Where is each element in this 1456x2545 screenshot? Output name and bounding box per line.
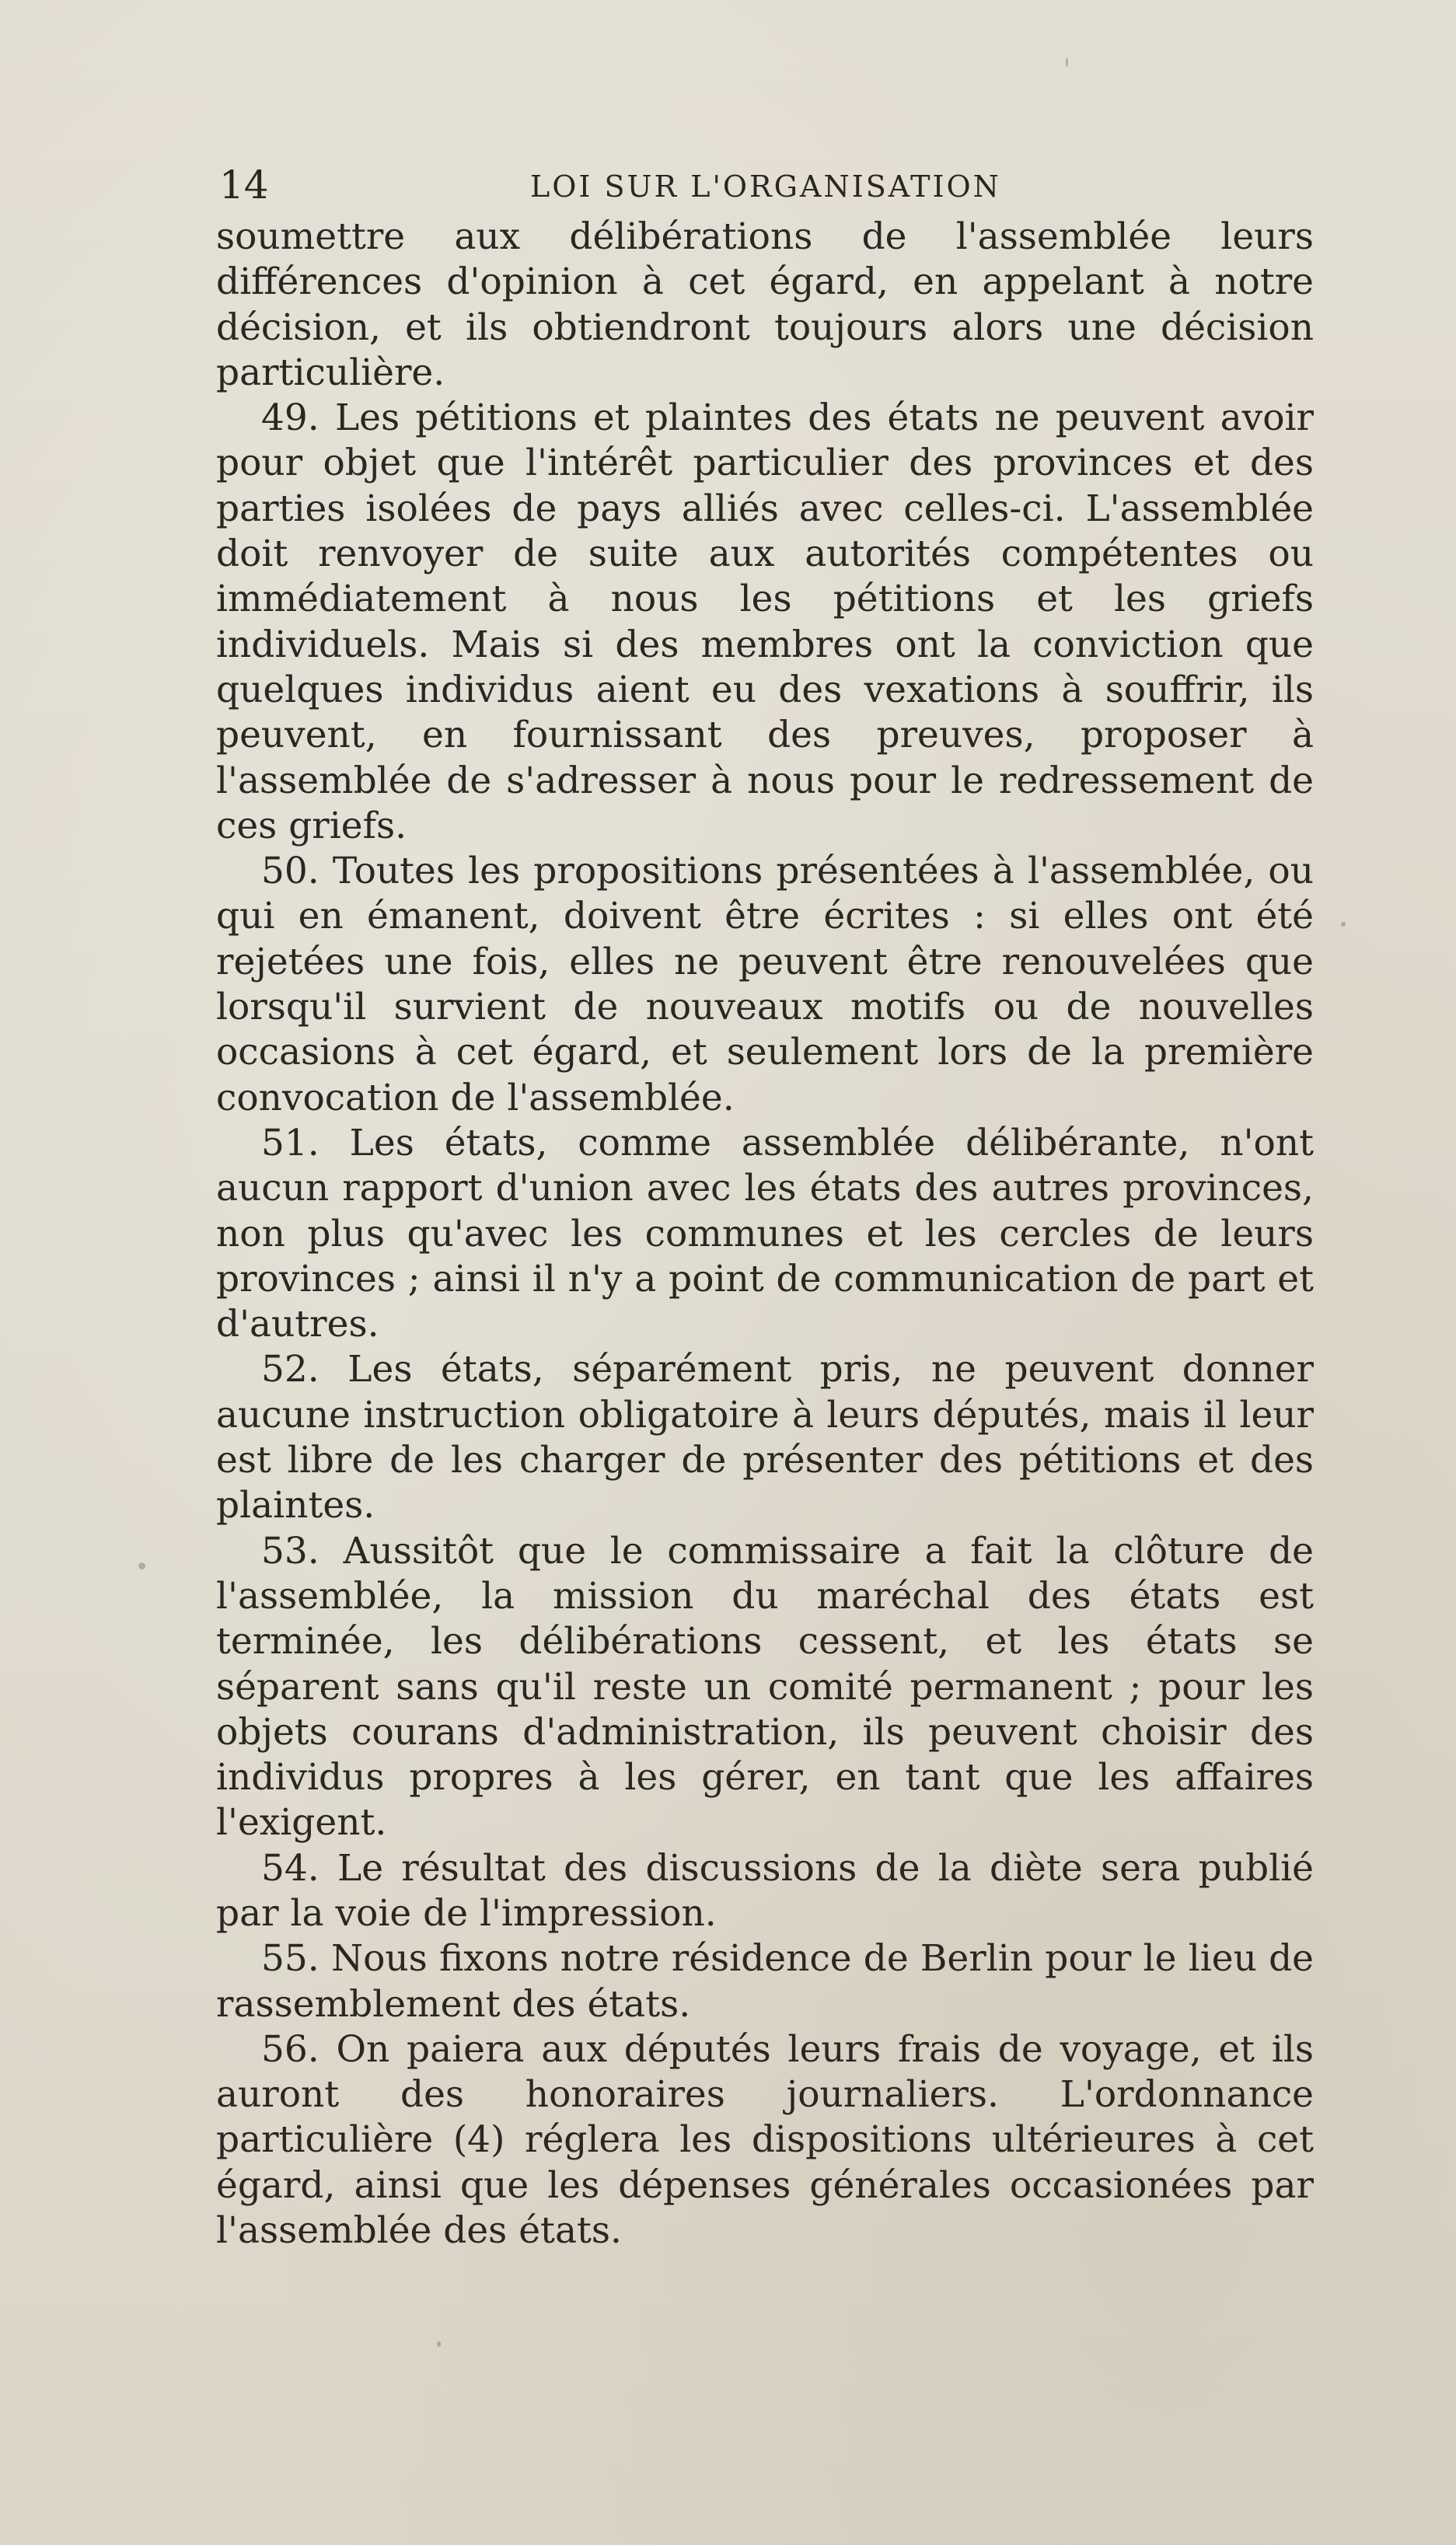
article-50: 50. Toutes les propositions présentées à l'assemblée, ou qui en émanent, doivent être écrites : si elles ont été rejetées une fois, elles ne peuvent être renouvelées que lorsqu'il survient de nouveaux motifs ou de nouvelles occasions à cet égard, et seulement lors de la première convocation de l'assemblée.: [216, 850, 1314, 1119]
running-title: LOI SUR L'ORGANISATION: [530, 169, 1001, 204]
paper-speck: [1066, 58, 1068, 67]
paragraph-continuation: soumettre aux délibérations de l'assemblée leurs différences d'opinion à cet égard, en appelant à notre décision, et ils obtiendront toujours alors une décision particulière.: [216, 215, 1314, 394]
article-49: 49. Les pétitions et plaintes des états ne peuvent avoir pour objet que l'intérêt particulier des provinces et des parties isolées de pays alliés avec celles-ci. L'assemblée doit renvoyer de suite aux autorités compétentes ou immédiatement à nous les pétitions et les griefs individuels. Mais si des membres ont la conviction que quelques individus aient eu des vexations à souffrir, ils peuvent, en fournissant des preuves, proposer à l'assemblée de s'adresser à nous pour le redressement de ces griefs.: [216, 396, 1314, 847]
paper-speck: [437, 2341, 441, 2347]
article-55: 55. Nous fixons notre résidence de Berlin pour le lieu de rassemblement des états.: [216, 1937, 1314, 2026]
page-number: 14: [219, 162, 269, 208]
article-53: 53. Aussitôt que le commissaire a fait la clôture de l'assemblée, la mission du maréchal des états est terminée, les délibérations cessent, et les états se séparent sans qu'il reste un comité permanent ; pour les objets courans d'administration, ils peuvent choisir des individus propres à les gérer, en tant que les affaires l'exigent.: [216, 1529, 1314, 1845]
paper-speck: [1341, 922, 1346, 927]
article-54: 54. Le résultat des discussions de la diète sera publié par la voie de l'impression.: [216, 1846, 1314, 1935]
article-52: 52. Les états, séparément pris, ne peuvent donner aucune instruction obligatoire à leurs députés, mais il leur est libre de les charger de présenter des pétitions et des plaintes.: [216, 1348, 1314, 1527]
body-text: [216, 215, 1314, 2253]
article-56: 56. On paiera aux députés leurs frais de voyage, et ils auront des honoraires journaliers. L'ordonnance particulière (4) réglera les dispositions ultérieures à cet égard, ainsi que les dépenses générales occasionées par l'assemblée des états.: [216, 2027, 1314, 2253]
paper-speck: [138, 1562, 145, 1569]
article-51: 51. Les états, comme assemblée délibérante, n'ont aucun rapport d'union avec les états des autres provinces, non plus qu'avec les communes et les cercles de leurs provinces ; ainsi il n'y a point de communication de part et d'autres.: [216, 1121, 1314, 1346]
page-header: [219, 162, 1317, 208]
